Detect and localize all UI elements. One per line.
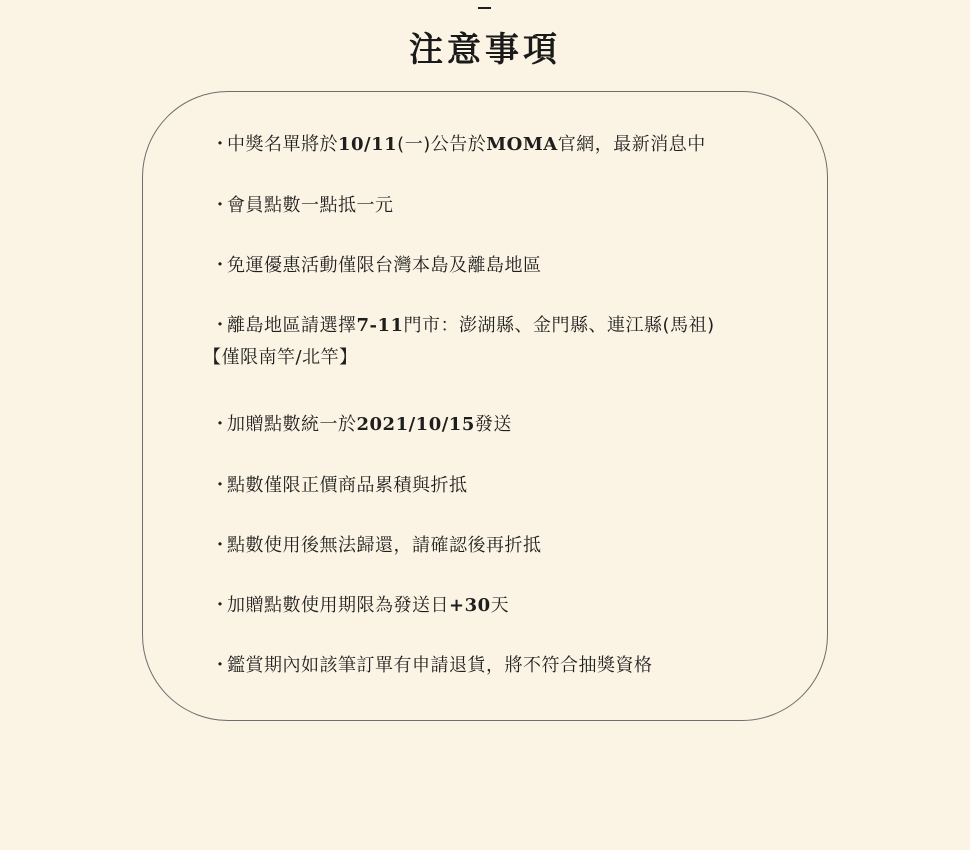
notice-text: 官網，最新消息中 [557, 134, 706, 155]
notice-text: (一)公告於 [397, 134, 487, 155]
bullet: ・ [211, 414, 230, 435]
bullet: ・ [211, 535, 230, 556]
notice-text: 加贈點數統一於 [227, 414, 357, 435]
notice-text: 門市：澎湖縣、金門縣、連江縣(馬祖) [403, 315, 715, 336]
bullet: ・ [211, 255, 230, 276]
bullet: ・ [211, 475, 230, 496]
notice-subtext: 【僅限南竿/北竿】 [203, 347, 358, 368]
notice-brand: MOMA [486, 134, 558, 155]
notice-item-points-regular-price [211, 470, 468, 502]
bullet: ・ [211, 655, 230, 676]
notice-text: 天 [490, 595, 510, 616]
notice-text: 中獎名單將於 [227, 134, 338, 155]
notice-item-free-shipping [211, 250, 542, 282]
notice-days: +30 [449, 595, 491, 616]
top-dash-divider [478, 7, 491, 9]
notice-text: 鑑賞期內如該筆訂單有申請退貨，將不符合抽獎資格 [227, 655, 653, 676]
bullet: ・ [211, 134, 230, 155]
notice-text: 離島地區請選擇 [227, 315, 357, 336]
notice-store: 7-11 [356, 315, 404, 336]
bullet: ・ [211, 595, 230, 616]
notice-date: 2021/10/15 [356, 414, 475, 435]
notice-text: 點數僅限正價商品累積與折抵 [227, 475, 468, 496]
notice-date: 10/11 [338, 134, 398, 155]
notice-text: 發送 [474, 414, 512, 435]
notice-box [142, 91, 828, 721]
notice-text: 免運優惠活動僅限台灣本島及離島地區 [227, 255, 542, 276]
notice-item-winner-announcement [211, 129, 706, 161]
bullet: ・ [211, 315, 230, 336]
notice-item-points-validity [211, 590, 509, 622]
notice-item-points-no-refund [211, 530, 542, 562]
page-title: 注意事項 [409, 30, 561, 70]
notice-text: 點數使用後無法歸還，請確認後再折抵 [227, 535, 542, 556]
notice-item-outlying-islands [203, 310, 715, 374]
notice-item-bonus-points-date [211, 409, 512, 441]
notice-text: 加贈點數使用期限為發送日 [227, 595, 449, 616]
notice-item-return-disqualify [211, 650, 653, 682]
notice-item-point-value [211, 190, 394, 222]
bullet: ・ [211, 195, 230, 216]
notice-text: 會員點數一點抵一元 [227, 195, 394, 216]
